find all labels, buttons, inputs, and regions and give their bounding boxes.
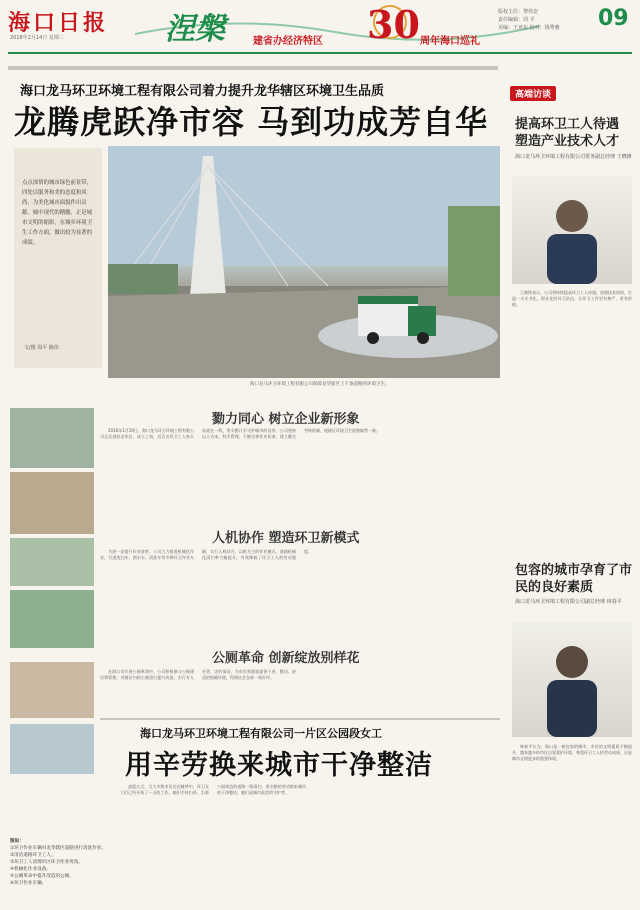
side-photo-1 [10, 408, 94, 468]
bottom-body-text: 凌晨五点，当大多数市民还在睡梦中，环卫女工们已经开始了一天的工作。她们手持扫帚，沿着公园周边的道路一路清扫，用辛勤的劳动换来城市的干净整洁，她们是城市最美的守护者。 [120, 784, 306, 796]
lead-byline: 文/图 周平 陈伟 [24, 345, 59, 351]
person-icon [512, 176, 632, 284]
section-body-2 [100, 549, 500, 629]
legend-item: ⑥环卫作业车辆。 [10, 881, 47, 886]
section-body-3 [100, 669, 500, 717]
editor-line-3: 美编：王亚东 校对：钱秀雅 [498, 25, 560, 31]
lead-text: 点点深情的城市绿色前景带，四处以服务和美的态度和风尚，为美化城市面貌作出贡献。城中现代的精髓，正是城市文明的缩影，在城乡环境卫生工作方面，做出较为显著的成绩。 [22, 180, 93, 246]
page-number: 09 [598, 6, 629, 31]
interview-meta: 海口龙马环卫环境工程有限公司常务副总经理 王晓锋 [515, 154, 632, 160]
section-body-1 [100, 428, 500, 514]
editor-credits [498, 8, 560, 32]
legend-item: ③环卫工人清理市区环卫作业死角。 [10, 860, 84, 865]
date-line: 2018年2月14日 星期三 [10, 35, 64, 41]
bottom-body [120, 784, 500, 904]
main-photo-bridge [108, 146, 500, 378]
newspaper-logo: 海口日报 [8, 10, 109, 36]
lead-box [14, 148, 102, 368]
legend-item: ⑤公厕革命中提升改造的公厕。 [10, 874, 74, 879]
interview-portrait [512, 176, 632, 284]
editor-line-2: 责任编辑：周 平 [498, 17, 535, 23]
legend-item: ①环卫作业车辆对龙华辖区道路进行清洗作业。 [10, 846, 106, 851]
person2-icon [512, 622, 632, 737]
header-rule [8, 52, 632, 54]
section-title-1: 勠力同心 树立企业新形象 [212, 412, 360, 427]
banner-slogan-right: 周年海口巡礼 [420, 36, 480, 47]
side-photo-4 [10, 590, 94, 648]
banner-number: 30 [367, 2, 420, 47]
legend-title: 图说： [10, 839, 24, 844]
photo-caption: 海口龙马环卫环境工程有限公司保障龙华辖区上千条道路的环境卫生。 [250, 382, 390, 387]
interview-body [512, 290, 632, 525]
banner-title: 涅槃 [165, 12, 225, 47]
section-body-1-text: 2016年1月19日，海口龙马环卫环境工程有限公司正式进驻龙华区，成立之初，近百名环卫工人每天奋战在一线，用辛勤汗水守护城市的洁净。公司坚持以人为本、科学管理，不断完善作业标准，建立健全考核机制，使辖区环境卫生面貌焕然一新。 [100, 428, 380, 440]
interview-title: 提高环卫工人待遇 塑造产业技术人才 [515, 117, 620, 149]
photo-legend [10, 838, 120, 908]
section-body-3-text: 在海口市开展公厕革命中，公司积极参与公厕建设和管理，对辖区内的公厕进行提升改造，实行专人专管、定时保洁，为市民和游客提供干净、整洁、舒适的如厕环境，得到社会各界一致好评。 [100, 669, 296, 681]
article-headline: 龙腾虎跃净市容 马到功成芳自华 [14, 103, 489, 141]
interview2-body-text: 林春平认为，海口是一座包容的城市，市民的文明素质不断提升，越来越多的市民自觉爱护环境、尊重环卫工人的劳动成果，这是城市文明进步的重要体现。 [512, 744, 632, 762]
bottom-headline: 用辛劳换来城市干净整洁 [125, 750, 433, 781]
legend-item: ④机械化作业设备。 [10, 867, 51, 872]
editor-line-1: 版权主任：黎伟安 [498, 9, 539, 15]
interview2-portrait [512, 622, 632, 737]
interview2-body [512, 744, 632, 904]
interview-tag: 高端访谈 [510, 86, 556, 101]
side-photo-6 [10, 724, 94, 774]
side-photo-2 [10, 472, 94, 534]
legend-item: ②清洁道路环卫工人。 [10, 853, 56, 858]
bridge-illustration [108, 146, 500, 378]
interview-body-text: 王晓锋表示，公司将持续提高环卫工人待遇，加强技术培训，打造一支专业化、职业化的环卫队伍，让环卫工作更有尊严、更有价值。 [512, 290, 632, 308]
side-photo-3 [10, 538, 94, 586]
anniversary-banner [135, 4, 540, 48]
article-kicker: 海口龙马环卫环境工程有限公司着力提升龙华辖区环境卫生品质 [20, 84, 385, 99]
section-title-2: 人机协作 塑造环卫新模式 [212, 531, 360, 546]
headline-bar [8, 66, 498, 70]
section-body-2-text: 为进一步提升作业效率，公司大力推进机械化作业，引进洗扫车、洒水车、清洗车等多种环卫作业车辆，实行人机结合、以机为主的作业模式，道路机械化清扫率大幅提升，有效降低了环卫工人的劳动强度。 [100, 549, 312, 561]
interview2-meta: 海口龙马环卫环境工程有限公司副总经理 林春平 [515, 599, 622, 605]
bottom-kicker: 海口龙马环卫环境工程有限公司一片区公园段女工 [140, 727, 382, 740]
banner-slogan-left: 建省办经济特区 [253, 36, 323, 47]
interview2-title: 包容的城市孕育了市民的良好素质 [515, 563, 633, 595]
bottom-divider [100, 718, 500, 720]
section-title-3: 公厕革命 创新绽放别样花 [212, 651, 360, 666]
side-photo-5 [10, 662, 94, 718]
